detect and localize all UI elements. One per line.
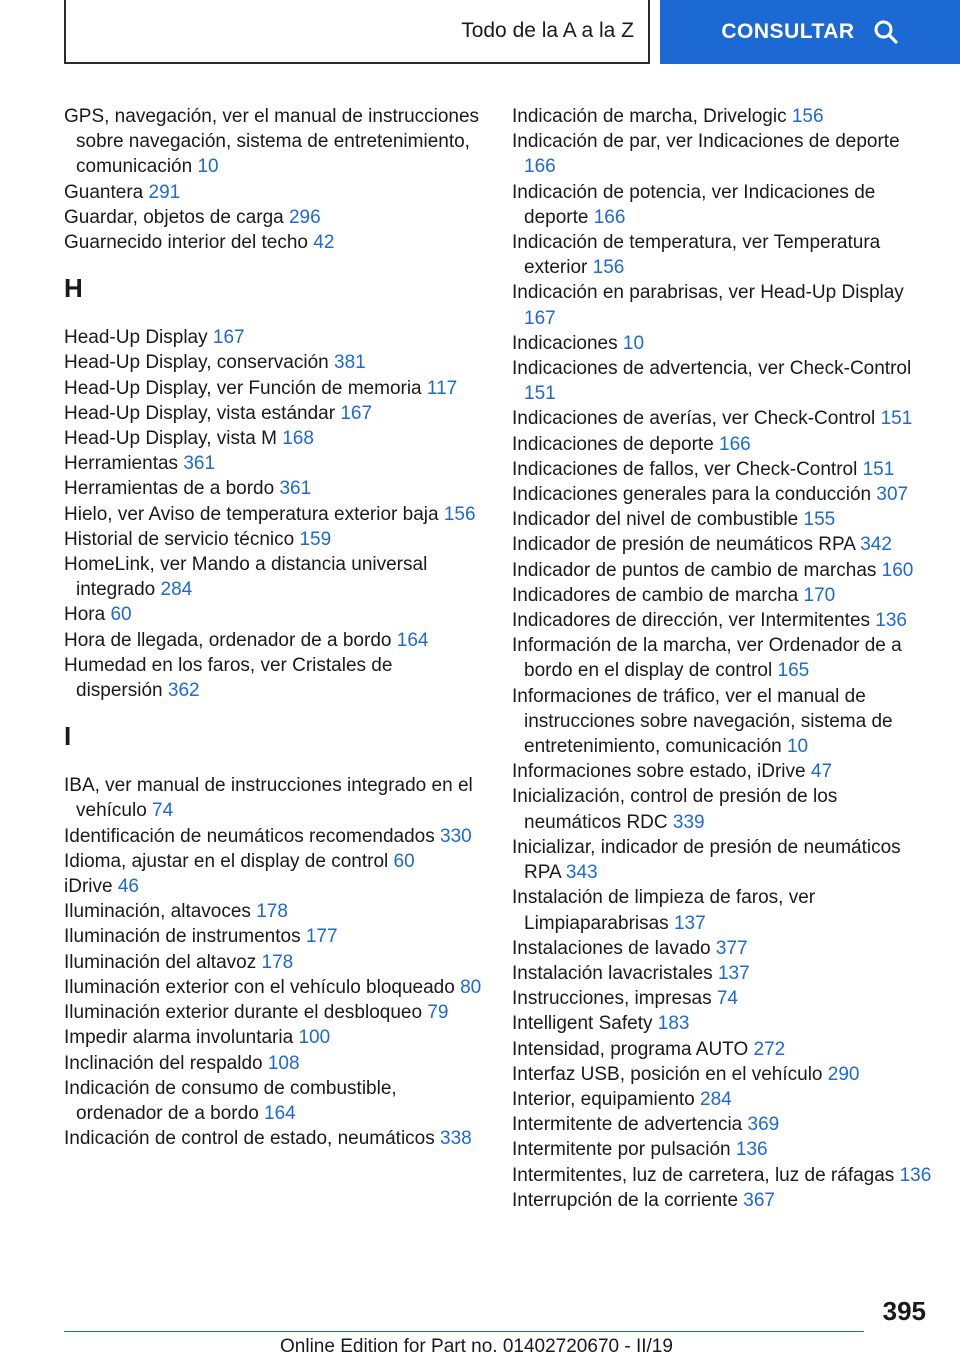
index-entry [64, 874, 484, 899]
index-entry [64, 602, 484, 627]
index-entry [64, 376, 484, 401]
index-entry [512, 356, 932, 406]
index-entry-text: Herramientas de a bordo [64, 478, 280, 500]
index-entry [64, 401, 484, 426]
page-link[interactable]: 80 [460, 976, 482, 998]
index-entry-text: Hora [64, 604, 111, 626]
index-entry-text: Impedir alarma involuntaria [64, 1027, 299, 1049]
index-entry-text: Indicaciones de averías, ver Check-Control [512, 408, 881, 430]
page-link[interactable]: 136 [899, 1164, 932, 1186]
search-icon [873, 19, 899, 45]
page-link[interactable]: 167 [340, 402, 373, 424]
index-entry-text: Indicación en parabrisas, ver Head-Up Display [512, 282, 904, 304]
index-entry-text: Inicializar, indicador de presión de neumáticos RPA [512, 836, 901, 884]
page-link[interactable]: 178 [256, 901, 288, 923]
page-link[interactable]: 330 [440, 825, 472, 847]
page-link[interactable]: 361 [183, 453, 216, 475]
index-entry [512, 1062, 932, 1087]
index-entry [512, 684, 932, 760]
page-link[interactable]: 296 [288, 206, 321, 228]
index-entry [512, 835, 932, 885]
index-entry [64, 205, 484, 230]
index-entry [512, 1112, 932, 1137]
index-entry-text: Iluminación exterior con el vehículo bloqueado [64, 976, 461, 998]
index-entry-text: Intensidad, programa AUTO [512, 1038, 754, 1060]
index-entry-text: Idioma, ajustar en el display de control [64, 850, 394, 872]
page-link[interactable]: 164 [396, 629, 429, 651]
index-entry [512, 608, 932, 633]
page-link[interactable]: 167 [524, 307, 556, 329]
index-entry-text: Informaciones sobre estado, iDrive [512, 761, 811, 783]
page-link[interactable]: 377 [715, 937, 748, 959]
index-entry [64, 1126, 484, 1151]
page-link[interactable]: 342 [860, 534, 892, 556]
index-entry-text: Inclinación del respaldo [64, 1052, 268, 1074]
page-link[interactable]: 47 [810, 761, 833, 783]
page-link[interactable]: 166 [719, 433, 751, 455]
index-entry-text: Head-Up Display [64, 327, 213, 349]
index-entry [64, 350, 484, 375]
index-entry [64, 653, 484, 703]
index-entry-text: Intermitente de advertencia [512, 1114, 748, 1136]
page-link[interactable]: 343 [565, 862, 598, 884]
index-entry-text: Indicaciones generales para la conducción [512, 484, 877, 506]
page-link[interactable]: 272 [753, 1038, 786, 1060]
index-entry-text: Intermitente por pulsación [512, 1139, 736, 1161]
index-entry-text: Hora de llegada, ordenador de a bordo [64, 629, 397, 651]
page-link[interactable]: 290 [827, 1063, 860, 1085]
index-entry [512, 1037, 932, 1062]
index-entry [512, 180, 932, 230]
index-column-left [64, 104, 484, 1151]
index-entry [64, 773, 484, 823]
index-entry-text: Intelligent Safety [512, 1013, 658, 1035]
index-entry-text: Head-Up Display, vista M [64, 428, 283, 450]
page-link[interactable]: 10 [622, 332, 645, 354]
index-entry [512, 230, 932, 280]
index-entry-text: Indicación de control de estado, neumáticos [64, 1128, 441, 1150]
index-entry [64, 527, 484, 552]
index-entry [512, 583, 932, 608]
page-link[interactable]: 178 [261, 951, 294, 973]
index-entry [512, 129, 932, 179]
page-link[interactable]: 10 [197, 156, 219, 178]
index-entry-text: Indicación de temperatura, ver Temperatura exterior [512, 232, 881, 279]
index-entry [64, 628, 484, 653]
index-entry [512, 633, 932, 683]
page-link[interactable]: 137 [717, 962, 750, 984]
page-link[interactable]: 100 [298, 1027, 331, 1049]
index-entry-text: Guarnecido interior del techo [64, 232, 314, 254]
page-link[interactable]: 284 [700, 1088, 732, 1110]
page-link[interactable]: 151 [524, 383, 556, 405]
index-entry [64, 950, 484, 975]
index-entry [64, 849, 484, 874]
index-entry-text: Indicador de puntos de cambio de marchas [512, 559, 882, 581]
index-entry [512, 280, 932, 330]
footer-divider [64, 1331, 864, 1332]
index-entry [64, 552, 484, 602]
index-entry-text: Indicaciones de deporte [512, 433, 720, 455]
page-link[interactable]: 167 [212, 327, 245, 349]
index-entry-text: Head-Up Display, conservación [64, 352, 334, 374]
index-entry-text: Indicaciones [512, 332, 623, 354]
index-entry-text: GPS, navegación, ver el manual de instrucciones sobre navegación, sistema de entretenimiento, comunicación [64, 106, 480, 178]
index-entry-text: Indicación de potencia, ver Indicaciones de deporte [512, 181, 876, 228]
index-entry-text: Identificación de neumáticos recomendados [64, 825, 441, 847]
page-link[interactable]: 361 [279, 478, 312, 500]
index-entry [64, 1051, 484, 1076]
index-entry [64, 451, 484, 476]
index-entry-text: Interrupción de la corriente [512, 1189, 744, 1211]
index-entry-text: Inicialización, control de presión de los neumáticos RDC [512, 786, 838, 833]
index-entry-text: Iluminación de instrumentos [64, 926, 306, 948]
index-entry [64, 230, 484, 255]
page-link[interactable]: 46 [117, 876, 139, 898]
index-entry [64, 502, 484, 527]
index-entry-text: Indicación de par, ver Indicaciones de deporte [512, 131, 900, 153]
page-link[interactable]: 156 [791, 106, 824, 127]
page-link[interactable]: 136 [735, 1139, 768, 1161]
index-entry [64, 1076, 484, 1126]
page-link[interactable]: 137 [673, 912, 706, 934]
index-entry [512, 104, 932, 129]
index-entry-text: Instalación lavacristales [512, 962, 718, 984]
index-entry-text: Head-Up Display, ver Función de memoria [64, 377, 427, 399]
index-entry-text: Indicaciones de fallos, ver Check-Control [512, 458, 863, 480]
page-link[interactable]: 338 [440, 1128, 472, 1150]
page-link[interactable]: 339 [672, 811, 705, 833]
page-link[interactable]: 42 [313, 232, 335, 254]
index-entry-text: Instalación de limpieza de faros, ver Limpiaparabrisas [512, 887, 816, 934]
page-link[interactable]: 165 [777, 660, 810, 682]
tab-a-to-z-label: Todo de la A a la Z [461, 19, 634, 42]
index-entry [64, 476, 484, 501]
page-link[interactable]: 170 [803, 584, 836, 606]
index-entry-text: Humedad en los faros, ver Cristales de dispersión [64, 654, 393, 702]
page-link[interactable]: 164 [264, 1102, 296, 1124]
index-entry [64, 924, 484, 949]
page-link[interactable]: 307 [876, 484, 909, 506]
page-link[interactable]: 136 [875, 610, 907, 632]
index-entry [512, 1137, 932, 1162]
page-link[interactable]: 74 [716, 988, 738, 1010]
index-entry-text: Hielo, ver Aviso de temperatura exterior baja [64, 503, 444, 525]
index-entry-text: Guardar, objetos de carga [64, 206, 289, 228]
index-entry [512, 331, 932, 356]
page-link[interactable]: 369 [747, 1114, 780, 1136]
page-link[interactable]: 151 [880, 408, 913, 430]
index-entry-text: HomeLink, ver Mando a distancia universal integrado [64, 554, 428, 601]
index-entry [64, 180, 484, 205]
index-entry-text: Head-Up Display, vista estándar [64, 402, 341, 424]
index-entry-text: Iluminación del altavoz [64, 951, 262, 973]
index-entry [512, 432, 932, 457]
index-entry [64, 325, 484, 350]
index-entry-text: Historial de servicio técnico [64, 528, 300, 550]
page-link[interactable]: 362 [167, 680, 200, 702]
index-entry-text: Herramientas [64, 453, 184, 475]
index-entry [512, 784, 932, 834]
index-entry [512, 1163, 932, 1188]
page-link[interactable]: 177 [305, 926, 338, 948]
page-link[interactable]: 10 [786, 736, 809, 758]
top-navigation [0, 0, 960, 64]
page-link[interactable]: 160 [881, 559, 914, 581]
page-link[interactable]: 159 [299, 528, 332, 550]
page-link[interactable]: 183 [657, 1013, 690, 1035]
page-link[interactable]: 74 [152, 800, 174, 822]
page-link[interactable]: 60 [393, 850, 415, 872]
index-entry [512, 1011, 932, 1036]
index-entry-text: Interior, equipamiento [512, 1088, 701, 1110]
index-entry-text: Guantera [64, 181, 149, 203]
page-link[interactable]: 166 [524, 156, 556, 178]
index-entry [512, 1087, 932, 1112]
index-entry [64, 104, 484, 180]
index-entry-text: Instalaciones de lavado [512, 937, 716, 959]
page-link[interactable]: 108 [267, 1052, 300, 1074]
tab-a-to-z[interactable] [64, 0, 650, 64]
page-link[interactable]: 284 [160, 579, 193, 601]
index-entry-text: Iluminación, altavoces [64, 901, 257, 923]
page-link[interactable]: 168 [282, 428, 314, 450]
page-link[interactable]: 60 [110, 604, 132, 626]
index-entry-text: Indicación de marcha, Drivelogic [512, 106, 792, 127]
index-entry-text: Iluminación exterior durante el desbloqueo [64, 1002, 428, 1024]
index-entry [512, 482, 932, 507]
page-link[interactable]: 367 [743, 1189, 775, 1211]
page-link[interactable]: 155 [803, 509, 836, 531]
index-entry [64, 1000, 484, 1025]
page-number: 395 [882, 1296, 926, 1326]
index-entry [512, 507, 932, 532]
index-entry-text: Indicación de consumo de combustible, ordenador de a bordo [64, 1077, 397, 1124]
index-entry [512, 961, 932, 986]
index-entry [512, 759, 932, 784]
index-entry-text: Indicador del nivel de combustible [512, 509, 804, 531]
page-link[interactable]: 151 [862, 458, 895, 480]
index-entry [64, 1025, 484, 1050]
page-link[interactable]: 291 [148, 181, 181, 203]
index-entry [512, 457, 932, 482]
consult-button-label: CONSULTAR [721, 20, 855, 43]
page-link[interactable]: 79 [427, 1002, 449, 1024]
index-entry [512, 986, 932, 1011]
index-entry [512, 558, 932, 583]
footer-edition: Online Edition for Part no. 01402720670 - II/19 [280, 1336, 673, 1357]
index-entry [64, 824, 484, 849]
page-link[interactable]: 117 [426, 377, 458, 399]
index-entry [512, 885, 932, 935]
index-letter-heading: H [64, 273, 83, 304]
index-column-right [512, 104, 932, 1213]
page-link[interactable]: 381 [334, 352, 366, 374]
index-entry-text: Interfaz USB, posición en el vehículo [512, 1063, 828, 1085]
index-entry [512, 532, 932, 557]
index-entry [512, 406, 932, 431]
consult-button[interactable] [660, 0, 960, 64]
index-letter-heading: I [64, 721, 72, 752]
index-entry [512, 1188, 932, 1213]
page-link[interactable]: 166 [593, 206, 626, 228]
page-link[interactable]: 156 [592, 257, 625, 279]
index-entry-text: Indicaciones de advertencia, ver Check-Control [512, 358, 912, 380]
index-entry [64, 426, 484, 451]
index-entry-text: Indicadores de dirección, ver Intermitentes [512, 610, 876, 632]
index-entry [64, 975, 484, 1000]
index-entry-text: Informaciones de tráfico, ver el manual de instrucciones sobre navegación, sistema de entretenimiento, comunicación [512, 685, 893, 758]
index-entry-text: IBA, ver manual de instrucciones integrado en el vehículo [64, 775, 473, 822]
index-entry-text: Instrucciones, impresas [512, 988, 717, 1010]
index-entry-text: Información de la marcha, ver Ordenador de a bordo en el display de control [512, 635, 902, 682]
index-entry-text: iDrive [64, 876, 118, 898]
index-entry [512, 936, 932, 961]
index-entry-text: Indicadores de cambio de marcha [512, 584, 804, 606]
index-entry-text: Intermitentes, luz de carretera, luz de ráfagas [512, 1164, 900, 1186]
page-link[interactable]: 156 [443, 503, 476, 525]
index-entry-text: Indicador de presión de neumáticos RPA [512, 534, 861, 556]
index-entry [64, 899, 484, 924]
